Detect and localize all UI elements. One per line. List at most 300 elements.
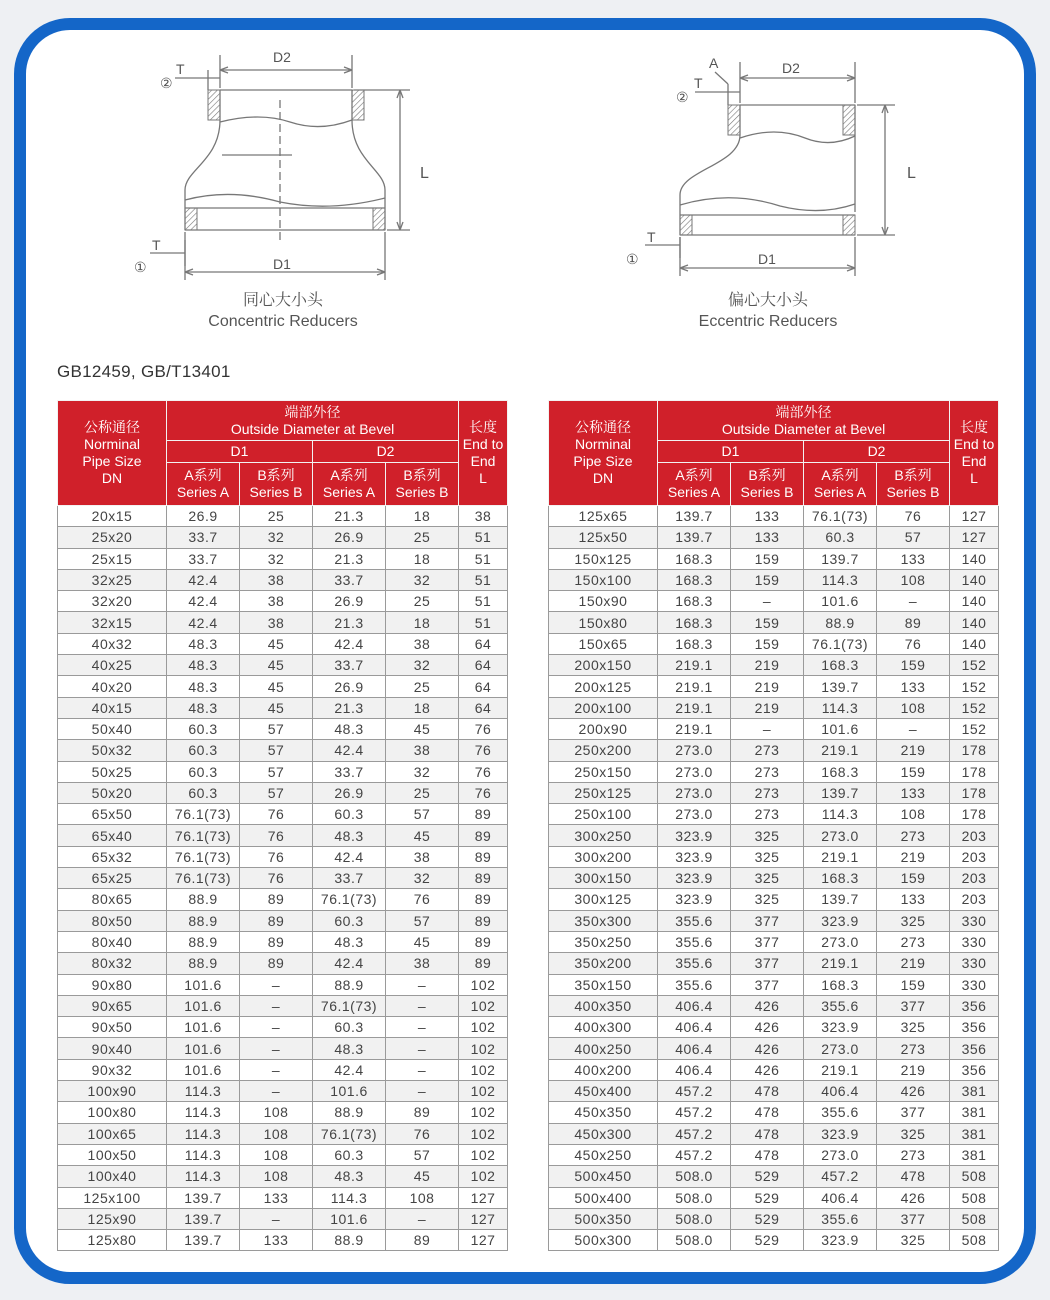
cell-length: 102 [459,1017,508,1038]
cell-length: 508 [950,1208,999,1229]
header-d1: D1 [658,441,804,463]
cell-d2-series-b: 159 [877,761,950,782]
cell-d1-series-a: 273.0 [658,761,731,782]
cell-d2-series-b: 377 [877,995,950,1016]
cell-d2-series-b: 325 [877,1123,950,1144]
cell-d1-series-b: 45 [240,633,313,654]
header-od-cn: 端部外径 [284,403,341,420]
cell-d1-series-a: 219.1 [658,697,731,718]
cell-d2-series-a: 168.3 [804,761,877,782]
cell-d1-series-b: 478 [731,1102,804,1123]
table-row [549,1102,999,1123]
cell-d2-series-a: 21.3 [313,697,386,718]
cell-d2-series-b: 18 [386,612,459,633]
concentric-caption-en: Concentric Reducers [208,313,358,330]
cell-length: 89 [459,931,508,952]
cell-d2-series-b: 57 [386,910,459,931]
cell-d1-series-a: 168.3 [658,633,731,654]
cell-d2-series-a: 48.3 [313,1166,386,1187]
cell-d1-series-b: 133 [240,1230,313,1251]
cell-d1-series-b: – [731,591,804,612]
cell-d1-series-a: 323.9 [658,889,731,910]
cell-length: 140 [950,569,999,590]
cell-dn: 300x250 [549,825,658,846]
cell-dn: 200x90 [549,718,658,739]
cell-d2-series-b: 219 [877,1059,950,1080]
cell-d2-series-a: 168.3 [804,974,877,995]
marker-1: ① [626,251,639,267]
cell-length: 102 [459,1144,508,1165]
cell-d1-series-b: 325 [731,868,804,889]
cell-d1-series-b: 38 [240,612,313,633]
eccentric-reducer-drawing [610,40,940,290]
table-row [549,910,999,931]
cell-d1-series-a: 355.6 [658,953,731,974]
cell-d2-series-a: 60.3 [313,910,386,931]
cell-d1-series-b: 273 [731,740,804,761]
table-row [58,1144,508,1165]
cell-dn: 40x15 [58,697,167,718]
cell-d1-series-a: 88.9 [167,910,240,931]
table-row [549,633,999,654]
cell-dn: 500x350 [549,1208,658,1229]
cell-d2-series-a: 48.3 [313,825,386,846]
cell-d2-series-b: 273 [877,1038,950,1059]
table-row [58,953,508,974]
cell-length: 89 [459,910,508,931]
cell-dn: 500x400 [549,1187,658,1208]
series-b-cn: B系列 [257,467,295,483]
cell-d1-series-b: – [240,974,313,995]
cell-length: 203 [950,846,999,867]
cell-dn: 350x300 [549,910,658,931]
cell-d2-series-b: 159 [877,655,950,676]
table-row [549,527,999,548]
cell-d2-series-b: 273 [877,1144,950,1165]
cell-length: 178 [950,740,999,761]
cell-d2-series-b: – [877,718,950,739]
cell-d1-series-a: 406.4 [658,1059,731,1080]
cell-length: 178 [950,782,999,803]
cell-length: 76 [459,740,508,761]
d2-label: D2 [782,60,800,76]
cell-d1-series-a: 76.1(73) [167,846,240,867]
table-row [549,889,999,910]
cell-d2-series-b: 18 [386,697,459,718]
cell-d1-series-b: 159 [731,612,804,633]
cell-length: 178 [950,761,999,782]
cell-d1-series-a: 76.1(73) [167,825,240,846]
header-dn [58,401,167,506]
cell-d1-series-b: – [240,1038,313,1059]
table-row [58,974,508,995]
cell-d1-series-a: 139.7 [658,506,731,527]
cell-d1-series-b: 273 [731,804,804,825]
cell-d2-series-b: 18 [386,506,459,527]
d1-label: D1 [758,251,776,267]
cell-d1-series-a: 114.3 [167,1166,240,1187]
series-a-en: Series A [813,484,867,500]
cell-d1-series-a: 88.9 [167,889,240,910]
cell-dn: 450x350 [549,1102,658,1123]
cell-d1-series-a: 406.4 [658,995,731,1016]
cell-length: 140 [950,548,999,569]
header-od-cn: 端部外径 [775,403,832,420]
header-dn-cn: 公称通径 [575,419,631,435]
series-b-cn: B系列 [403,467,441,483]
cell-d2-series-b: 325 [877,910,950,931]
cell-dn: 150x100 [549,569,658,590]
cell-length: 330 [950,953,999,974]
cell-dn: 150x90 [549,591,658,612]
cell-d1-series-a: 508.0 [658,1187,731,1208]
table-row [549,676,999,697]
cell-d2-series-a: 219.1 [804,953,877,974]
table-row [549,1017,999,1038]
cell-d1-series-b: 45 [240,655,313,676]
cell-d1-series-b: 32 [240,527,313,548]
cell-d2-series-a: 406.4 [804,1081,877,1102]
cell-length: 102 [459,1081,508,1102]
cell-d1-series-b: 529 [731,1208,804,1229]
cell-d1-series-b: 325 [731,846,804,867]
cell-d1-series-a: 168.3 [658,612,731,633]
cell-d2-series-a: 21.3 [313,548,386,569]
cell-dn: 40x25 [58,655,167,676]
concentric-caption-cn: 同心大小头 [242,292,323,309]
cell-d2-series-a: 48.3 [313,718,386,739]
cell-d1-series-a: 60.3 [167,718,240,739]
cell-length: 356 [950,1059,999,1080]
table-row [58,676,508,697]
table-row [58,1166,508,1187]
cell-d1-series-b: 377 [731,953,804,974]
table-row [58,740,508,761]
cell-length: 381 [950,1123,999,1144]
cell-d2-series-a: 273.0 [804,1038,877,1059]
cell-d1-series-b: 76 [240,825,313,846]
cell-d1-series-a: 273.0 [658,740,731,761]
cell-d2-series-a: 60.3 [313,804,386,825]
cell-d1-series-a: 76.1(73) [167,804,240,825]
cell-d1-series-a: 457.2 [658,1144,731,1165]
cell-d2-series-a: 88.9 [804,612,877,633]
cell-dn: 500x450 [549,1166,658,1187]
cell-dn: 300x125 [549,889,658,910]
cell-length: 203 [950,889,999,910]
cell-d1-series-b: 89 [240,910,313,931]
cell-d2-series-b: 426 [877,1081,950,1102]
cell-length: 89 [459,889,508,910]
cell-d1-series-b: 76 [240,804,313,825]
cell-d1-series-a: 457.2 [658,1081,731,1102]
cell-d1-series-b: 89 [240,931,313,952]
cell-d1-series-a: 60.3 [167,761,240,782]
cell-dn: 400x200 [549,1059,658,1080]
cell-d2-series-a: 101.6 [804,591,877,612]
table-row [549,718,999,739]
cell-d1-series-a: 406.4 [658,1017,731,1038]
cell-d1-series-b: 325 [731,889,804,910]
cell-dn: 65x50 [58,804,167,825]
header-d2-series-a [313,463,386,506]
cell-d2-series-a: 88.9 [313,1102,386,1123]
series-a-en: Series A [176,484,230,500]
cell-d1-series-b: 159 [731,548,804,569]
cell-d2-series-b: 89 [386,1230,459,1251]
cell-d1-series-b: 57 [240,718,313,739]
cell-d1-series-a: 60.3 [167,782,240,803]
cell-dn: 100x80 [58,1102,167,1123]
cell-dn: 350x250 [549,931,658,952]
cell-length: 89 [459,846,508,867]
cell-d2-series-b: 377 [877,1208,950,1229]
cell-d1-series-b: 76 [240,846,313,867]
cell-d2-series-a: 26.9 [313,782,386,803]
a-label: A [709,55,719,71]
table-row [58,931,508,952]
cell-dn: 50x40 [58,718,167,739]
cell-d1-series-b: 57 [240,761,313,782]
cell-d1-series-a: 101.6 [167,1038,240,1059]
cell-dn: 150x125 [549,548,658,569]
cell-dn: 450x400 [549,1081,658,1102]
cell-d1-series-a: 508.0 [658,1230,731,1251]
table-row [549,1059,999,1080]
header-d2-series-a [804,463,877,506]
cell-d1-series-a: 139.7 [167,1230,240,1251]
header-len-en3: L [970,470,978,486]
cell-d1-series-a: 168.3 [658,548,731,569]
l-label: L [907,165,916,182]
table-row [58,718,508,739]
header-length [459,401,508,506]
cell-d1-series-a: 88.9 [167,953,240,974]
cell-d2-series-a: 60.3 [313,1017,386,1038]
cell-dn: 25x20 [58,527,167,548]
cell-d2-series-b: 76 [877,506,950,527]
table-row [549,1038,999,1059]
cell-d2-series-a: 219.1 [804,1059,877,1080]
cell-d2-series-b: 133 [877,889,950,910]
concentric-caption [183,290,383,332]
cell-dn: 125x65 [549,506,658,527]
table-row [549,506,999,527]
cell-d2-series-a: 26.9 [313,527,386,548]
table-row [549,804,999,825]
table-row [58,591,508,612]
cell-d2-series-b: 38 [386,846,459,867]
header-dn-cn: 公称通径 [84,419,140,435]
cell-d2-series-a: 168.3 [804,655,877,676]
cell-d1-series-a: 48.3 [167,655,240,676]
cell-d1-series-a: 76.1(73) [167,868,240,889]
table-row [549,1230,999,1251]
cell-length: 102 [459,1123,508,1144]
cell-d2-series-b: 133 [877,676,950,697]
cell-d1-series-b: 426 [731,995,804,1016]
table-row [58,868,508,889]
cell-d1-series-b: 108 [240,1144,313,1165]
cell-length: 102 [459,995,508,1016]
cell-d1-series-b: 76 [240,868,313,889]
table-row [549,655,999,676]
table-row [549,612,999,633]
cell-d2-series-b: 32 [386,655,459,676]
cell-d1-series-b: 529 [731,1230,804,1251]
cell-length: 178 [950,804,999,825]
cell-d2-series-a: 88.9 [313,1230,386,1251]
cell-dn: 65x40 [58,825,167,846]
table-row [549,1081,999,1102]
cell-d1-series-a: 219.1 [658,676,731,697]
cell-d2-series-b: 38 [386,633,459,654]
cell-d2-series-b: 89 [386,1102,459,1123]
t-bottom-label: T [647,229,656,245]
cell-dn: 150x80 [549,612,658,633]
header-len-en1: End to [953,436,995,452]
cell-length: 64 [459,676,508,697]
cell-d2-series-a: 114.3 [804,804,877,825]
cell-d2-series-b: 108 [877,569,950,590]
header-od [658,401,950,441]
cell-d2-series-a: 114.3 [313,1187,386,1208]
cell-length: 140 [950,612,999,633]
cell-d1-series-b: 478 [731,1144,804,1165]
cell-d2-series-a: 60.3 [804,527,877,548]
cell-dn: 90x50 [58,1017,167,1038]
standard-label: GB12459, GB/T13401 [57,362,231,381]
table-row [58,910,508,931]
cell-d1-series-a: 114.3 [167,1123,240,1144]
cell-d2-series-a: 323.9 [804,1230,877,1251]
cell-length: 51 [459,612,508,633]
cell-d1-series-b: 325 [731,825,804,846]
cell-d2-series-b: 108 [877,697,950,718]
cell-length: 51 [459,569,508,590]
table-row [549,548,999,569]
header-d1-series-a [167,463,240,506]
table-row [549,825,999,846]
header-len-cn: 长度 [960,419,989,435]
cell-length: 102 [459,974,508,995]
cell-length: 127 [459,1230,508,1251]
cell-d1-series-b: 108 [240,1102,313,1123]
cell-d2-series-a: 114.3 [804,697,877,718]
cell-length: 51 [459,527,508,548]
cell-dn: 200x150 [549,655,658,676]
table-row [58,1123,508,1144]
series-b-cn: B系列 [894,467,932,483]
cell-dn: 80x50 [58,910,167,931]
cell-dn: 90x80 [58,974,167,995]
cell-d1-series-b: 133 [240,1187,313,1208]
cell-d2-series-b: 133 [877,548,950,569]
cell-d2-series-b: 76 [877,633,950,654]
cell-length: 127 [459,1187,508,1208]
cell-d1-series-a: 114.3 [167,1102,240,1123]
table-row [58,846,508,867]
cell-d1-series-b: – [731,718,804,739]
cell-d2-series-b: 25 [386,676,459,697]
cell-d1-series-b: 273 [731,761,804,782]
cell-d2-series-b: 219 [877,846,950,867]
series-b-cn: B系列 [748,467,786,483]
cell-dn: 450x250 [549,1144,658,1165]
cell-d1-series-a: 139.7 [167,1208,240,1229]
cell-dn: 100x90 [58,1081,167,1102]
cell-d1-series-b: 219 [731,676,804,697]
table-row [549,1144,999,1165]
cell-d1-series-b: 25 [240,506,313,527]
cell-dn: 40x32 [58,633,167,654]
series-b-en: Series B [249,484,303,500]
cell-length: 102 [459,1038,508,1059]
table-row [58,506,508,527]
t-top-label: T [694,75,703,91]
cell-d1-series-b: 89 [240,889,313,910]
table-row [58,1187,508,1208]
cell-length: 51 [459,548,508,569]
cell-d1-series-a: 101.6 [167,974,240,995]
cell-d1-series-b: 45 [240,676,313,697]
cell-d1-series-b: 478 [731,1123,804,1144]
cell-d2-series-b: – [386,974,459,995]
cell-d1-series-a: 168.3 [658,591,731,612]
table-row [549,740,999,761]
cell-length: 381 [950,1144,999,1165]
cell-d2-series-a: 26.9 [313,676,386,697]
cell-d1-series-b: 426 [731,1038,804,1059]
cell-d2-series-b: – [386,1038,459,1059]
cell-d2-series-a: 76.1(73) [804,633,877,654]
cell-dn: 125x50 [549,527,658,548]
cell-length: 102 [459,1102,508,1123]
cell-d1-series-b: 478 [731,1081,804,1102]
cell-length: 102 [459,1166,508,1187]
cell-d2-series-a: 42.4 [313,846,386,867]
cell-dn: 80x65 [58,889,167,910]
series-a-en: Series A [322,484,376,500]
header-dn-en2: Pipe Size [573,453,633,469]
header-dn [549,401,658,506]
cell-d1-series-a: 355.6 [658,931,731,952]
cell-length: 508 [950,1166,999,1187]
cell-d1-series-a: 323.9 [658,825,731,846]
header-dn-en1: Norminal [574,436,631,452]
cell-d2-series-a: 48.3 [313,931,386,952]
cell-d1-series-b: – [240,1208,313,1229]
cell-d1-series-a: 508.0 [658,1166,731,1187]
cell-dn: 125x90 [58,1208,167,1229]
cell-d1-series-b: 273 [731,782,804,803]
cell-dn: 32x25 [58,569,167,590]
cell-d2-series-a: 323.9 [804,910,877,931]
cell-d2-series-b: – [386,995,459,1016]
table-row [58,612,508,633]
cell-d1-series-a: 33.7 [167,527,240,548]
table-row [549,591,999,612]
cell-d2-series-b: 32 [386,569,459,590]
header-dn-en3: DN [592,470,614,486]
table-row [58,804,508,825]
cell-dn: 250x125 [549,782,658,803]
cell-d2-series-b: 45 [386,718,459,739]
table-row [549,974,999,995]
spec-table-left [57,400,508,1251]
cell-length: 89 [459,953,508,974]
cell-dn: 500x300 [549,1230,658,1251]
